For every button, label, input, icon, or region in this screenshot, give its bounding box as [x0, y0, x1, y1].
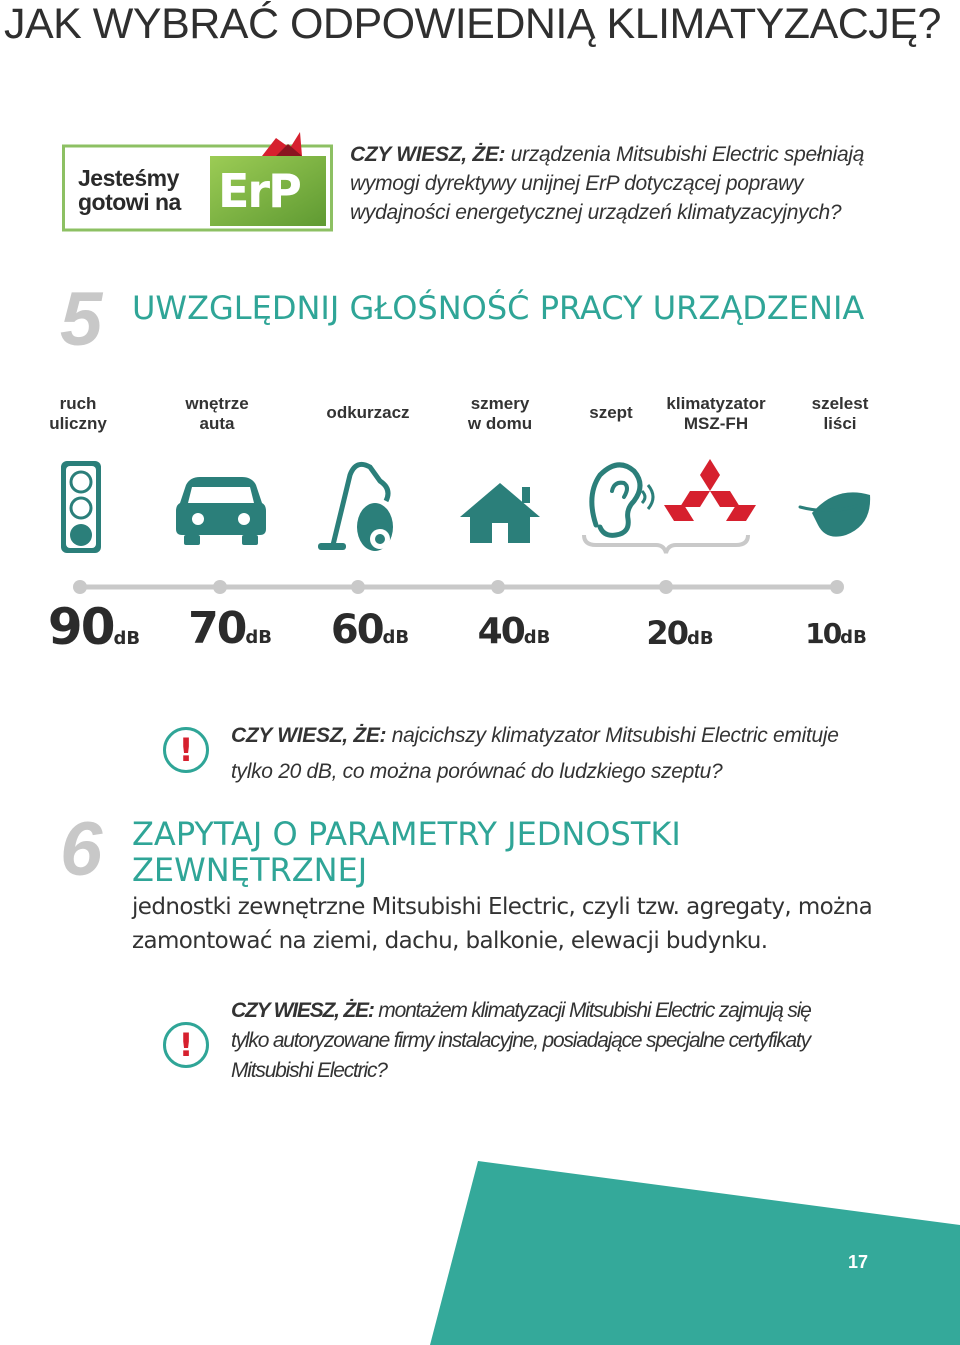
label-home-noise [468, 394, 532, 434]
exclamation-icon: ! [163, 1022, 209, 1068]
db-value: 40 [477, 611, 524, 652]
db-unit: dB [840, 627, 867, 648]
section-6-heading-line2: ZEWNĘTRZNEJ [132, 851, 368, 889]
house-icon [460, 483, 540, 543]
mitsubishi-logo-icon [664, 459, 756, 521]
erp-badge-text [78, 166, 181, 214]
label-leaves-rustle [812, 394, 869, 434]
page-title: JAK WYBRAĆ ODPOWIEDNIĄ KLIMATYZACJĘ? [4, 0, 941, 48]
scale-marker [830, 580, 844, 594]
db-level-90 [48, 598, 140, 656]
scale-marker [213, 580, 227, 594]
label-air-conditioner [666, 394, 765, 434]
erp-badge-line2: gotowi na [78, 189, 181, 215]
page-number: 17 [848, 1252, 869, 1272]
section-6-body-line2: zamontować na ziemi, dachu, balkonie, elewacji budynku. [132, 928, 768, 954]
db-level-20 [646, 614, 713, 652]
dyk1-line2: wymogi dyrektywy unijnej ErP dotyczącej poprawy [350, 172, 804, 195]
label-line: ruch [59, 394, 97, 413]
label-street-traffic [49, 394, 107, 434]
db-unit: dB [245, 627, 272, 648]
dyk3-line2: tylko autoryzowane firmy instalacyjne, posiadające specjalne certyfikaty [231, 1029, 810, 1052]
label-line: auta [199, 414, 235, 433]
scale-marker [73, 580, 87, 594]
section-5-number: 5 [60, 277, 103, 362]
label-car-interior [185, 394, 248, 434]
dyk2-line1: najcichszy klimatyzator Mitsubishi Electric emituje [386, 724, 839, 747]
erp-logo-text: ErP [218, 164, 300, 218]
scale-marker [659, 580, 673, 594]
label-line: odkurzacz [326, 403, 410, 422]
dyk1-line3: wydajności energetycznej urządzeń klimatyzacyjnych? [350, 201, 842, 224]
scale-marker [491, 580, 505, 594]
did-you-know-installation [231, 996, 951, 1086]
db-level-10 [805, 617, 867, 650]
section-6-number: 6 [60, 807, 103, 892]
leaf-icon [800, 492, 870, 536]
label-line: klimatyzator [666, 394, 766, 413]
section-6-heading [132, 816, 681, 888]
db-level-40 [478, 611, 551, 652]
dyk3-line1: montażem klimatyzacji Mitsubishi Electric zajmują się [373, 999, 811, 1022]
did-you-know-erp [350, 140, 930, 227]
db-value: 20 [646, 614, 687, 652]
section-6-heading-line1: ZAPYTAJ O PARAMETRY JEDNOSTKI [132, 815, 681, 853]
erp-badge-line1: Jesteśmy [78, 165, 179, 191]
bracket-line [584, 535, 748, 553]
label-line: szmery [470, 394, 530, 413]
db-unit: dB [382, 627, 410, 648]
db-level-70 [188, 603, 272, 654]
label-vacuum [326, 403, 409, 423]
scale-marker [351, 580, 365, 594]
dyk2-prefix: CZY WIESZ, ŻE: [231, 724, 387, 747]
vacuum-cleaner-icon [318, 464, 393, 551]
exclamation-icon: ! [163, 727, 209, 773]
dyk2-line2: tylko 20 dB, co można porównać do ludzkiego szeptu? [231, 760, 723, 783]
label-line: w domu [467, 414, 533, 433]
db-value: 70 [188, 603, 246, 654]
label-line: szept [589, 403, 633, 422]
car-icon [176, 477, 266, 545]
section-6-body-line1: jednostki zewnętrzne Mitsubishi Electric, czyli tzw. agregaty, można [132, 894, 873, 920]
footer-decoration [0, 1155, 960, 1345]
label-line: uliczny [49, 414, 107, 433]
section-6-body [132, 890, 932, 958]
label-line: liści [823, 414, 857, 433]
did-you-know-noise [231, 718, 931, 790]
label-line: wnętrze [185, 394, 249, 413]
label-whisper [589, 403, 632, 423]
dyk1-prefix: CZY WIESZ, ŻE: [350, 143, 506, 166]
db-unit: dB [686, 628, 714, 649]
db-value: 60 [330, 607, 383, 653]
dyk1-line1: urządzenia Mitsubishi Electric spełniają [505, 143, 865, 166]
db-level-60 [331, 607, 409, 653]
traffic-light-icon [61, 461, 101, 553]
dyk3-line3: Mitsubishi Electric? [231, 1059, 387, 1082]
db-value: 10 [805, 617, 841, 650]
noise-scale [0, 575, 960, 599]
db-unit: dB [523, 627, 551, 648]
section-5-heading: UWZGLĘDNIJ GŁOŚNOŚĆ PRACY URZĄDZENIA [132, 289, 865, 327]
ear-icon [592, 465, 653, 535]
db-unit: dB [113, 628, 141, 649]
label-line: szelest [811, 394, 869, 413]
dyk3-prefix: CZY WIESZ, ŻE: [231, 999, 374, 1022]
label-line: MSZ-FH [683, 414, 749, 433]
noise-icons-row [0, 455, 960, 565]
db-value: 90 [47, 598, 114, 656]
